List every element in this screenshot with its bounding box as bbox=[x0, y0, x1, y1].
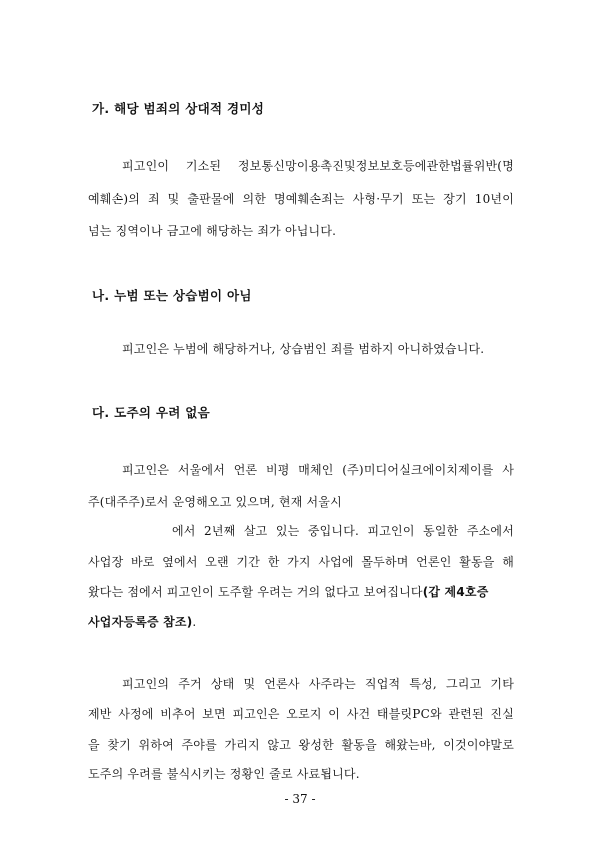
paragraph-text: 왔다는 점에서 피고인이 도주할 우려는 거의 없다고 보여집니다 bbox=[88, 585, 423, 599]
paragraph-line: 사업장 바로 옆에서 오랜 기간 한 가지 사업에 몰두하며 언론인 활동을 해 bbox=[88, 555, 514, 569]
section-heading-ga: 가. 해당 범죄의 상대적 경미성 bbox=[92, 101, 265, 116]
paragraph-line: 도주의 우려를 불식시키는 정황인 줄로 사료됩니다. bbox=[88, 767, 360, 781]
paragraph-line: 주(대주주)로서 운영해오고 있으며, 현재 서울시 bbox=[88, 495, 342, 509]
paragraph-text: . bbox=[192, 615, 197, 629]
paragraph-line: 제반 사정에 비추어 보면 피고인은 오로지 이 사건 태블릿PC와 관련된 진실 bbox=[88, 707, 514, 721]
section-heading-da: 다. 도주의 우려 없음 bbox=[92, 405, 211, 420]
paragraph-line: 피고인은 서울에서 언론 비평 매체인 (주)미디어실크에이치제이를 사 bbox=[122, 463, 514, 477]
paragraph-line: 넘는 징역이나 금고에 해당하는 죄가 아닙니다. bbox=[88, 224, 337, 238]
paragraph-line: 피고인의 주거 상태 및 언론사 사주라는 직업적 특성, 그리고 기타 bbox=[122, 677, 514, 691]
paragraph-line: 에서 2년째 살고 있는 중입니다. 피고인이 동일한 주소에서 bbox=[172, 524, 514, 538]
bold-citation-paren: ) bbox=[186, 615, 193, 629]
bold-citation: (갑 제4호증 bbox=[422, 585, 489, 599]
paragraph-line: 예훼손)의 죄 및 출판물에 의한 명예훼손죄는 사형·무기 또는 장기 10년이 bbox=[88, 192, 514, 206]
paragraph-line: 을 찾기 위하여 주야를 가리지 않고 왕성한 활동을 해왔는바, 이것이야말로 bbox=[88, 738, 514, 752]
page-number: - 37 - bbox=[284, 792, 316, 806]
paragraph-line: 피고인이 기소된 정보통신망이용촉진및정보보호등에관한법률위반(명 bbox=[122, 159, 514, 173]
paragraph-line: 피고인은 누범에 해당하거나, 상습범인 죄를 범하지 아니하였습니다. bbox=[122, 342, 485, 356]
paragraph-line bbox=[88, 585, 488, 599]
section-heading-na: 나. 누범 또는 상습범이 아님 bbox=[92, 288, 252, 303]
paragraph-line bbox=[88, 615, 196, 629]
bold-citation: 사업자등록증 참조 bbox=[88, 615, 187, 629]
